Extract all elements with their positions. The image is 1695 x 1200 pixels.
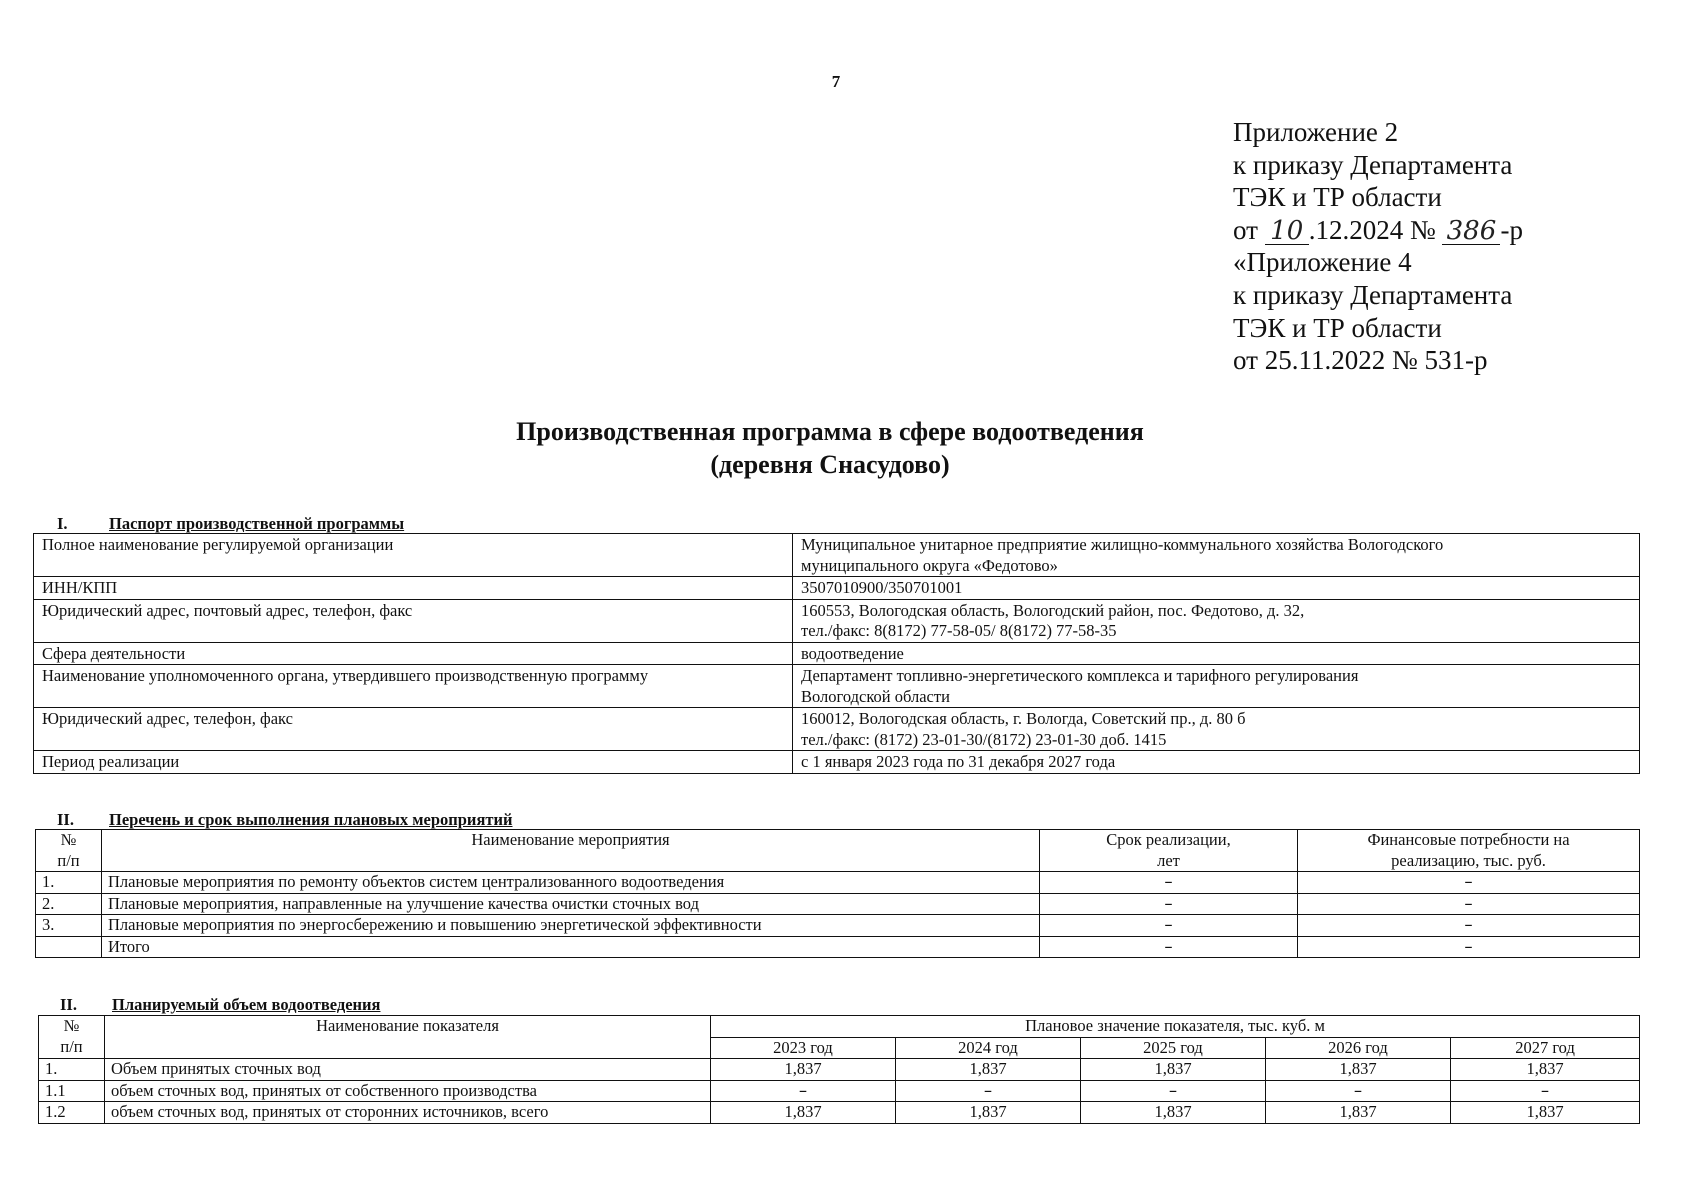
row-value: 1,837 <box>896 1059 1081 1081</box>
value-line: 160553, Вологодская область, Вологодский район, пос. Федотово, д. 32, <box>801 600 1305 620</box>
passport-label: ИНН/КПП <box>34 577 793 600</box>
annex-line: ТЭК и ТР области <box>1233 312 1442 343</box>
row-num: 2. <box>36 893 102 915</box>
row-value: – <box>1266 1080 1451 1102</box>
value-line: Муниципальное унитарное предприятие жилищно-коммунального хозяйства Вологодского <box>801 535 1444 554</box>
section-title: Перечень и срок выполнения плановых мероприятий <box>109 810 513 829</box>
table-row <box>36 915 1640 937</box>
value-line: Департамент топливно-энергетического комплекса и тарифного регулирования <box>801 666 1359 685</box>
passport-table <box>33 533 1640 774</box>
section-number: I. <box>57 514 68 533</box>
header-name: Наименование мероприятия <box>102 830 1040 872</box>
header-text: № <box>63 1016 80 1035</box>
row-name: Плановые мероприятия, направленные на улучшение качества очистки сточных вод <box>102 893 1040 915</box>
passport-label: Период реализации <box>34 751 793 774</box>
header-text: п/п <box>57 850 80 870</box>
order-suffix: -р <box>1500 214 1523 245</box>
row-value: 1,837 <box>896 1102 1081 1124</box>
table-row <box>34 708 1640 751</box>
passport-value <box>793 534 1640 577</box>
passport-value <box>793 599 1640 642</box>
title-line: Производственная программа в сфере водоотведения <box>516 417 1144 446</box>
header-finance <box>1298 830 1640 872</box>
header-year: 2026 год <box>1266 1037 1451 1059</box>
table-row <box>34 577 1640 600</box>
passport-label: Полное наименование регулируемой организации <box>34 534 793 577</box>
table-row <box>36 872 1640 894</box>
value-line: Вологодской области <box>801 686 950 706</box>
row-value: – <box>1081 1080 1266 1102</box>
row-value: 1,837 <box>1451 1102 1640 1124</box>
row-value: 1,837 <box>1081 1102 1266 1124</box>
header-year: 2023 год <box>711 1037 896 1059</box>
date-rest: .12.2024 № <box>1308 214 1436 245</box>
row-term: – <box>1040 936 1298 958</box>
document-title <box>0 415 1660 481</box>
row-num: 3. <box>36 915 102 937</box>
section-heading-measures <box>57 810 513 830</box>
table-row <box>34 751 1640 774</box>
header-num <box>36 830 102 872</box>
row-num <box>36 936 102 958</box>
passport-value: 3507010900/350701001 <box>793 577 1640 600</box>
passport-value <box>793 665 1640 708</box>
passport-value <box>793 708 1640 751</box>
header-text: Срок реализации, <box>1106 830 1231 849</box>
header-text: реализацию, тыс. руб. <box>1391 850 1546 870</box>
row-num: 1.2 <box>39 1102 105 1124</box>
table-row <box>34 642 1640 665</box>
passport-label: Наименование уполномоченного органа, утвердившего производственную программу <box>34 665 793 708</box>
annex-line: к приказу Департамента <box>1233 279 1513 310</box>
header-text: лет <box>1157 850 1180 870</box>
row-value: 1,837 <box>1451 1059 1640 1081</box>
header-year: 2024 год <box>896 1037 1081 1059</box>
handwritten-day: 10 <box>1265 218 1309 245</box>
table-row <box>34 599 1640 642</box>
annex-date-line <box>1233 214 1523 247</box>
table-row <box>36 893 1640 915</box>
passport-value: водоотведение <box>793 642 1640 665</box>
row-term: – <box>1040 872 1298 894</box>
table-row-total <box>36 936 1640 958</box>
row-num: 1. <box>36 872 102 894</box>
row-finance: – <box>1298 872 1640 894</box>
row-term: – <box>1040 893 1298 915</box>
section-heading-passport <box>57 514 404 534</box>
row-name: объем сточных вод, принятых от сторонних источников, всего <box>105 1102 711 1124</box>
table-row <box>39 1059 1640 1081</box>
row-value: 1,837 <box>1266 1102 1451 1124</box>
annex-line: «Приложение 4 <box>1233 247 1412 278</box>
header-text: п/п <box>60 1036 83 1056</box>
header-text: № <box>60 830 77 849</box>
value-line: тел./факс: (8172) 23-01-30/(8172) 23-01-30 доб. 1415 <box>801 729 1167 749</box>
row-value: 1,837 <box>1081 1059 1266 1081</box>
header-text: Финансовые потребности на <box>1367 830 1570 849</box>
annex-line: Приложение 2 <box>1233 117 1399 147</box>
value-line: муниципального округа «Федотово» <box>801 555 1058 575</box>
row-name: Плановые мероприятия по энергосбережению и повышению энергетической эффективности <box>102 915 1040 937</box>
header-term <box>1040 830 1298 872</box>
row-name: Объем принятых сточных вод <box>105 1059 711 1081</box>
header-year: 2027 год <box>1451 1037 1640 1059</box>
table-row <box>34 534 1640 577</box>
volume-table <box>38 1015 1640 1124</box>
passport-label: Юридический адрес, телефон, факс <box>34 708 793 751</box>
table-header-row <box>36 830 1640 872</box>
row-finance: – <box>1298 936 1640 958</box>
row-num: 1.1 <box>39 1080 105 1102</box>
measures-table <box>35 829 1640 958</box>
handwritten-order-number: 386 <box>1442 218 1500 245</box>
value-line: тел./факс: 8(8172) 77-58-05/ 8(8172) 77-58-35 <box>801 621 1117 640</box>
table-row <box>34 665 1640 708</box>
row-finance: – <box>1298 893 1640 915</box>
subtitle-line: (деревня Снасудово) <box>710 450 950 479</box>
table-row <box>39 1080 1640 1102</box>
row-finance: – <box>1298 915 1640 937</box>
annex-line: к приказу Департамента <box>1233 149 1513 180</box>
row-name: Итого <box>102 936 1040 958</box>
row-value: – <box>1451 1080 1640 1102</box>
annex-line: ТЭК и ТР области <box>1233 182 1442 213</box>
passport-label: Юридический адрес, почтовый адрес, телефон, факс <box>34 599 793 642</box>
section-heading-volume <box>60 995 380 1015</box>
table-row <box>39 1102 1640 1124</box>
annex-block <box>1233 116 1523 377</box>
passport-label: Сфера деятельности <box>34 642 793 665</box>
header-name: Наименование показателя <box>105 1016 711 1059</box>
row-value: – <box>896 1080 1081 1102</box>
row-name: объем сточных вод, принятых от собственного производства <box>105 1080 711 1102</box>
header-year: 2025 год <box>1081 1037 1266 1059</box>
header-num <box>39 1016 105 1059</box>
row-term: – <box>1040 915 1298 937</box>
row-name: Плановые мероприятия по ремонту объектов систем централизованного водоотведения <box>102 872 1040 894</box>
passport-value: с 1 января 2023 года по 31 декабря 2027 года <box>793 751 1640 774</box>
row-value: 1,837 <box>711 1059 896 1081</box>
section-number: II. <box>60 995 77 1014</box>
row-value: 1,837 <box>711 1102 896 1124</box>
row-num: 1. <box>39 1059 105 1081</box>
page-number: 7 <box>831 72 841 91</box>
value-line: 160012, Вологодская область, г. Вологда, Советский пр., д. 80 б <box>801 709 1246 728</box>
row-value: 1,837 <box>1266 1059 1451 1081</box>
annex-line: от 25.11.2022 № 531-р <box>1233 345 1488 376</box>
date-prefix: от <box>1233 214 1258 245</box>
header-plan: Плановое значение показателя, тыс. куб. м <box>711 1016 1640 1038</box>
section-title: Паспорт производственной программы <box>109 514 405 533</box>
section-title: Планируемый объем водоотведения <box>112 995 381 1014</box>
section-number: II. <box>57 810 74 829</box>
row-value: – <box>711 1080 896 1102</box>
table-header-row <box>39 1016 1640 1038</box>
